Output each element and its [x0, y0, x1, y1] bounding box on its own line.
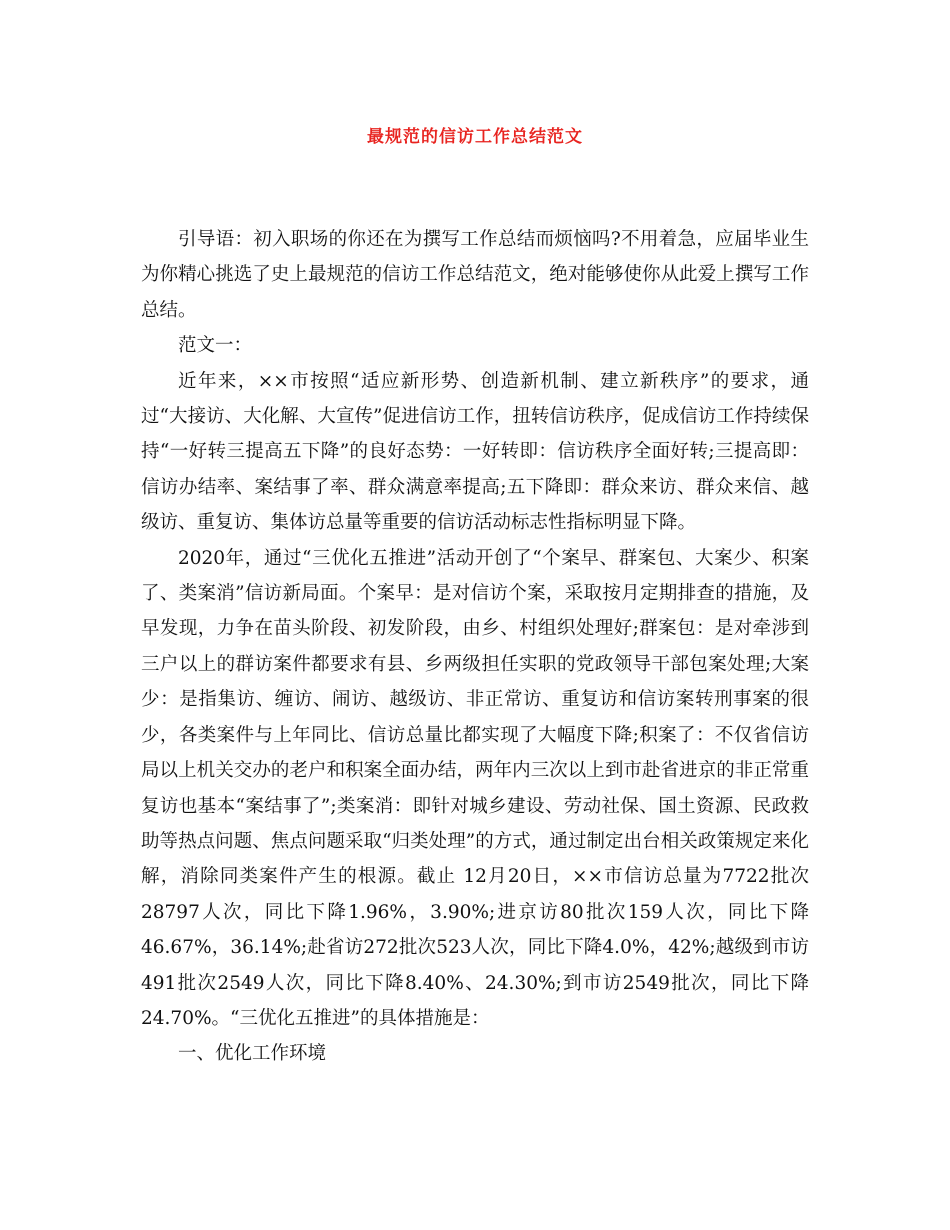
- document-body: [141, 222, 809, 1072]
- section-heading-optimize-environment: 一、优化工作环境: [178, 1043, 327, 1065]
- paragraph-sample-heading: 范文一：: [178, 335, 253, 357]
- paragraph-2020-results: 2020年，通过“三优化五推进”活动开创了“个案早、群案包、大案少、积案了、类案消”信访新局面。个案早：是对信访个案，采取按月定期排查的措施，及早发现，力争在苗头阶段、初发阶段，由乡、村组织处理好;群案包：是对牵涉到三户以上的群访案件都要求有县、乡两级担任实职的党政领导干部包案处理;大案少：是指集访、缠访、闹访、越级访、非正常访、重复访和信访案转刑事案的很少，各类案件与上年同比、信访总量比都实现了大幅度下降;积案了：不仅省信访局以上机关交办的老户和积案全面办结，两年内三次以上到市赴省进京的非正常重复访也基本“案结事了”;类案消：即针对城乡建设、劳动社保、国土资源、民政救助等热点问题、焦点问题采取“归类处理”的方式，通过制定出台相关政策规定来化解，消除同类案件产生的根源。截止 12月20日，××市信访总量为7722批次28797人次，同比下降1.96%，3.90%;进京访80批次159人次，同比下降46.67%，36.14%;赴省访272批次523人次，同比下降4.0%，42%;越级到市访491批次2549人次，同比下降8.40%、24.30%;到市访2549批次，同比下降24.70%。“三优化五推进”的具体措施是：: [141, 547, 809, 1029]
- paragraph-overview: 近年来，××市按照“适应新形势、创造新机制、建立新秩序”的要求，通过“大接访、大化解、大宣传”促进信访工作，扭转信访秩序，促成信访工作持续保持“一好转三提高五下降”的良好态势：一好转即：信访秩序全面好转;三提高即：信访办结率、案结事了率、群众满意率提高;五下降即：群众来访、群众来信、越级访、重复访、集体访总量等重要的信访活动标志性指标明显下降。: [141, 370, 809, 534]
- paragraph-intro: 引导语：初入职场的你还在为撰写工作总结而烦恼吗?不用着急，应届毕业生为你精心挑选了史上最规范的信访工作总结范文，绝对能够使你从此爱上撰写工作总结。: [141, 229, 809, 321]
- document-title: 最规范的信访工作总结范文: [367, 127, 583, 147]
